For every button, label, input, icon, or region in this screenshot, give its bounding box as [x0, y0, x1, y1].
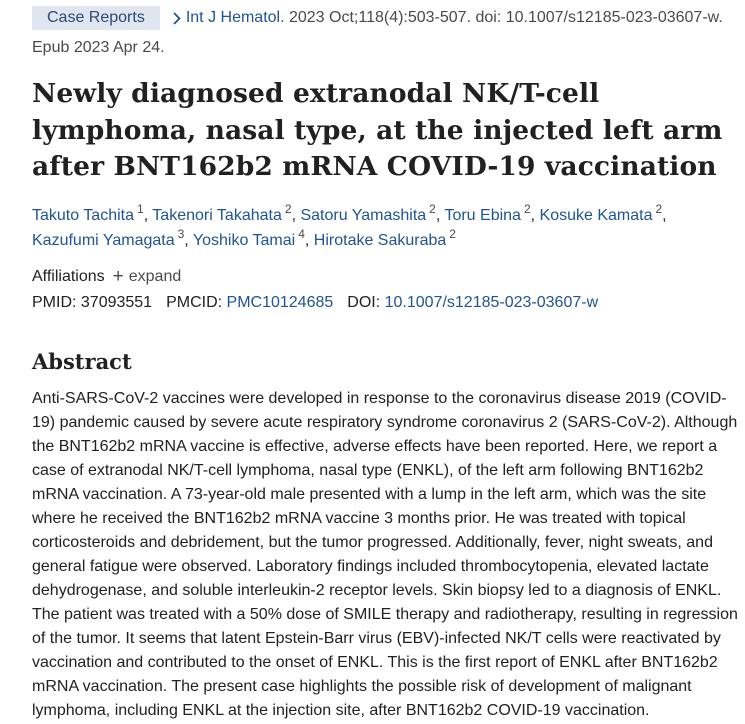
citation-row	[32, 6, 723, 30]
affiliation-number[interactable]: 2	[449, 226, 456, 241]
publication-type-badge[interactable]: Case Reports	[32, 6, 160, 30]
affiliations-toggle[interactable]	[32, 264, 181, 289]
abstract-line: case of extranodal NK/T-cell lymphoma, nasal type (ENKL), of the left arm following BNT162b2	[32, 462, 704, 479]
affiliation-number[interactable]: 2	[429, 201, 436, 216]
pmid-label: PMID:	[32, 294, 81, 311]
abstract-line: mRNA vaccination. A 73-year-old male presented with a lump in the left arm, which was the site	[32, 486, 707, 503]
expand-label: expand	[128, 268, 182, 285]
chevron-right-icon[interactable]	[172, 6, 182, 25]
author-link[interactable]: Hirotake Sakuraba	[313, 232, 447, 249]
affiliation-number[interactable]: 1	[137, 201, 144, 216]
article-title: Newly diagnosed extranodal NK/T-cell lymphoma, nasal type, at the injected left arm after BNT162b2 mRNA COVID-19 vaccination	[32, 78, 723, 182]
citation-details: 2023 Oct;118(4):503-507. doi: 10.1007/s12185-023-03607-w.	[284, 9, 723, 26]
author-link[interactable]: Kazufumi Yamagata	[32, 232, 175, 249]
abstract-line: Anti-SARS-CoV-2 vaccines were developed in response to the coronavirus disease 2019 (COVID-	[32, 390, 727, 407]
abstract-line: vaccination and contributed to the onset of ENKL. This is the first report of ENKL after BNT162b2	[32, 654, 718, 671]
author-link[interactable]: Satoru Yamashita	[300, 207, 427, 224]
affiliation-number[interactable]: 2	[655, 201, 663, 216]
abstract-line: general fatigue were observed. Laboratory findings included thrombocytopenia, elevated lactate	[32, 558, 709, 575]
affiliation-number[interactable]: 3	[177, 226, 185, 241]
abstract-line: lymphoma, including ENKL at the injection site, after BNT162b2 COVID-19 vaccination.	[32, 702, 650, 719]
author-link[interactable]: Takuto Tachita	[32, 207, 134, 224]
abstract-line: 19) pandemic caused by severe acute respiratory syndrome coronavirus 2 (SARS-CoV-2). Although	[32, 414, 738, 431]
abstract-line: dehydrogenase, and soluble interleukin-2 receptor levels. Skin biopsy led to a diagnosis of ENKL.	[32, 582, 722, 599]
affiliations-label: Affiliations	[32, 268, 105, 285]
author-link[interactable]: Yoshiko Tamai	[192, 232, 296, 249]
abstract-line: of the tumor. It seems that latent Epstein-Barr virus (EBV)-infected NK/T cells were reactivated by	[32, 630, 721, 647]
author-link[interactable]: Toru Ebina	[444, 207, 521, 224]
affiliation-number[interactable]: 4	[298, 226, 305, 241]
epub-date: Epub 2023 Apr 24.	[32, 39, 165, 56]
plus-icon: +	[112, 266, 124, 287]
author-link[interactable]: Takenori Takahata	[152, 207, 282, 224]
author-list: Takuto Tachita $^1$, Takenori Takahata $^2$, Satoru Yamashita $^2$, Toru Ebina $^2$, Kosuke Kamata $^2$, Kazufumi Yamagata $^3$, Yoshiko Tamai $^4$, Hirotake Sakuraba $^2$	[32, 201, 667, 249]
doi-link[interactable]: 10.1007/s12185-023-03607-w	[384, 294, 599, 311]
abstract-line: corticosteroids and debridement, but the tumor progressed. Additionally, fever, night sweats, and	[32, 534, 713, 551]
abstract-line: mRNA vaccination. The present case highlights the possible risk of development of malignant	[32, 678, 692, 695]
abstract-heading: Abstract	[32, 349, 132, 374]
abstract-text	[32, 387, 745, 723]
expand-affiliations-button[interactable]	[113, 268, 182, 285]
pmid-value: 37093551	[80, 294, 153, 311]
author-link[interactable]: Kosuke Kamata	[539, 207, 653, 224]
abstract-line: where he received the BNT162b2 mRNA vaccine 3 months prior. He was treated with topical	[32, 510, 686, 527]
journal-link[interactable]: Int J Hematol.	[185, 9, 285, 26]
doi-label: DOI:	[347, 294, 385, 311]
pmcid-link[interactable]: PMC10124685	[226, 294, 334, 311]
identifiers-row	[32, 291, 598, 315]
abstract-line: the BNT162b2 mRNA vaccine is effective, adverse effects have been reported. Here, we report a	[32, 438, 718, 455]
affiliation-number[interactable]: 2	[523, 201, 531, 216]
abstract-line: The patient was treated with a 50% dose of SMILE therapy and radiotherapy, resulting in regression	[32, 606, 738, 623]
affiliation-number[interactable]: 2	[284, 201, 292, 216]
pmcid-label: PMCID:	[166, 294, 227, 311]
